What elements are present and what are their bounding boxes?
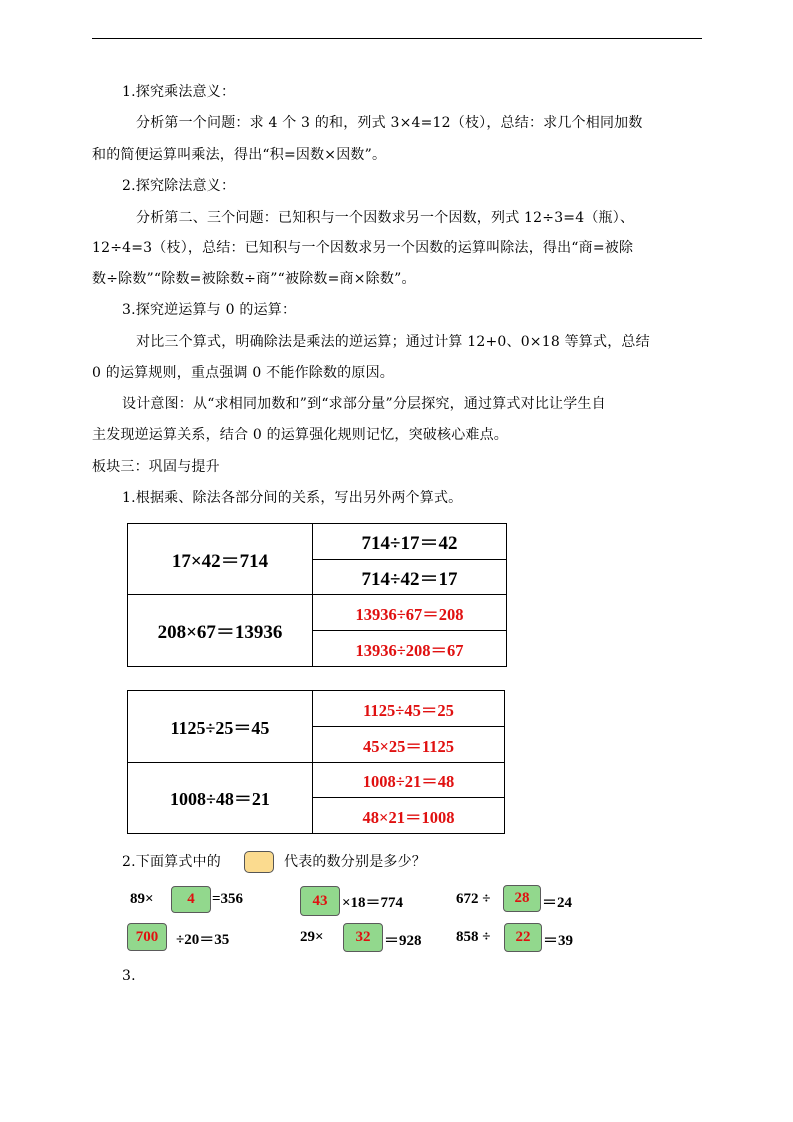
table-cell-given: 1008÷48＝21 [128,763,313,834]
equation-6-suffix: ＝39 [543,933,574,949]
section-1-title: 1.探究乘法意义： [122,84,236,100]
equation-5-prefix: 29× [300,929,324,945]
section-2-line-3: 数÷除数”“除数=被除数÷商”“被除数=商×除数”。 [92,271,416,287]
equation-3-prefix: 672 ÷ [456,891,491,907]
section-3-title: 3.探究逆运算与 0 的运算： [122,302,297,318]
equation-2-suffix: ×18＝774 [342,895,404,911]
relation-table-2 [127,690,505,834]
design-intent-line-1: 设计意图：从“求相同加数和”到“求部分量”分层探究，通过算式对比让学生自 [122,396,606,412]
design-intent-line-2: 主发现逆运算关系，结合 0 的运算强化规则记忆，突破核心难点。 [92,427,509,443]
table-cell-answer-red: 1008÷21＝48 [313,763,505,798]
answer-box: 22 [504,923,542,952]
section-2-line-2: 12÷4=3（枝），总结：已知积与一个因数求另一个因数的运算叫除法，得出“商=被除 [92,240,634,256]
answer-box: 32 [343,923,383,952]
answer-box: 700 [127,923,167,951]
section-3-line-2: 0 的运算规则，重点强调 0 不能作除数的原因。 [92,365,394,381]
answer-box: 28 [503,885,541,912]
question-3: 3. [122,968,136,984]
question-1: 1.根据乘、除法各部分间的关系，写出另外两个算式。 [122,490,463,506]
table-cell-answer: 714÷42＝17 [313,560,507,595]
table-cell-answer-red: 45×25＝1125 [313,727,505,763]
table-cell-answer-red: 1125÷45＝25 [313,691,505,727]
table-cell-answer-red: 48×21＝1008 [313,798,505,834]
equation-1-prefix: 89× [130,891,154,907]
section-3-line-1: 对比三个算式，明确除法是乘法的逆运算；通过计算 12+0、0×18 等算式，总结 [136,334,650,350]
equation-6-prefix: 858 ÷ [456,929,491,945]
section-1-line-1: 分析第一个问题：求 4 个 3 的和，列式 3×4=12（枝），总结：求几个相同加数 [136,115,643,131]
answer-box: 4 [171,886,211,913]
table-cell-answer-red: 13936÷208＝67 [313,631,507,667]
table-cell-given: 1125÷25＝45 [128,691,313,763]
equation-3-suffix: ＝24 [542,895,573,911]
answer-box: 43 [300,886,340,916]
equation-1-suffix: =356 [212,891,244,907]
section-2-title: 2.探究除法意义： [122,178,236,194]
question-2-prefix: 2.下面算式中的 [122,854,221,870]
table-cell-answer-red: 13936÷67＝208 [313,595,507,631]
header-rule [92,38,702,39]
relation-table-1 [127,523,507,667]
equation-4-suffix: ÷20＝35 [176,932,230,948]
placeholder-box-icon [244,851,274,873]
table-cell-given: 208×67＝13936 [128,595,313,667]
section-2-line-1: 分析第二、三个问题：已知积与一个因数求另一个因数，列式 12÷3=4（瓶）、 [136,210,635,226]
question-2-suffix: 代表的数分别是多少？ [284,854,426,870]
block-3-heading: 板块三：巩固与提升 [92,459,220,475]
section-1-line-2: 和的简便运算叫乘法，得出“积=因数×因数”。 [92,147,387,163]
table-cell-given: 17×42＝714 [128,524,313,595]
equation-5-suffix: ＝928 [384,933,422,949]
table-cell-answer: 714÷17＝42 [313,524,507,560]
